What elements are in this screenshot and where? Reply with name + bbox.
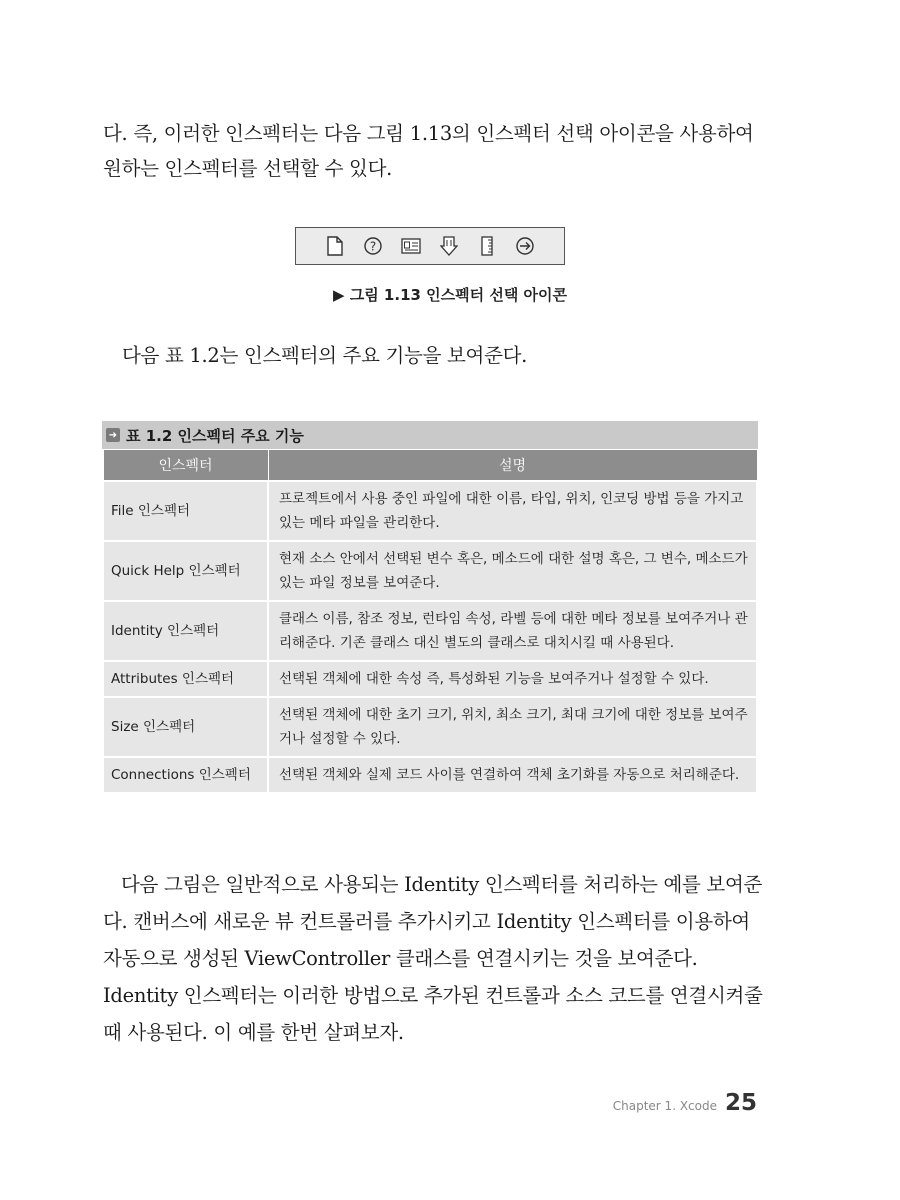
identity-icon (400, 235, 422, 257)
page-number: 25 (724, 1090, 757, 1116)
inspector-description: 선택된 객체에 대한 속성 즉, 특성화된 기능을 보여주거나 설정할 수 있다. (268, 661, 757, 697)
page-footer (613, 1090, 757, 1116)
inspector-description: 선택된 객체에 대한 초기 크기, 위치, 최소 크기, 최대 크기에 대한 정보를 보여주거나 설정할 수 있다. (268, 697, 757, 757)
svg-text:?: ? (369, 239, 377, 254)
inspector-table (102, 421, 758, 794)
figure-caption: ▶ 그림 1.13 인스펙터 선택 아이콘 (332, 286, 568, 304)
chapter-label: Chapter 1. Xcode (612, 1099, 717, 1113)
inspector-name: Size 인스펙터 (103, 697, 268, 757)
table-row (103, 481, 757, 541)
connections-icon (514, 235, 536, 257)
table-intro-paragraph: 다음 표 1.2는 인스펙터의 주요 기능을 보여준다. (122, 344, 528, 367)
table-row (103, 541, 757, 601)
inspector-name: File 인스펙터 (103, 481, 268, 541)
inspector-description: 클래스 이름, 참조 정보, 런타임 속성, 라벨 등에 대한 메타 정보를 보여주거나 관리해준다. 기존 클래스 대신 별도의 클래스로 대치시킬 때 사용된다. (268, 601, 757, 661)
size-icon (476, 235, 498, 257)
inspector-name: Connections 인스펙터 (103, 757, 268, 793)
inspector-name: Identity 인스펙터 (103, 601, 268, 661)
inspector-name: Quick Help 인스펙터 (103, 541, 268, 601)
file-icon (324, 235, 346, 257)
inspector-description: 선택된 객체와 실제 코드 사이를 연결하여 객체 초기화를 자동으로 처리해준다. (268, 757, 757, 793)
arrow-right-icon: ➜ (106, 428, 120, 442)
help-icon (362, 235, 384, 257)
table-row (103, 601, 757, 661)
attributes-icon (438, 235, 460, 257)
table-row (103, 757, 757, 793)
inspector-description: 현재 소스 안에서 선택된 변수 혹은, 메소드에 대한 설명 혹은, 그 변수, 메소드가 있는 파일 정보를 보여준다. (268, 541, 757, 601)
table-row (103, 661, 757, 697)
table-title: 표 1.2 인스펙터 주요 기능 (126, 426, 304, 445)
inspector-selector-toolbar (295, 227, 565, 265)
identity-example-paragraph: 다음 그림은 일반적으로 사용되는 Identity 인스펙터를 처리하는 예를 보여준다. 캔버스에 새로운 뷰 컨트롤러를 추가시키고 Identity 인스펙터를 이용하여 자동으로 생성된 ViewController 클래스를 연결시키는 것을 보여준다. Identity 인스펙터는 이러한 방법으로 추가된 컨트롤과 소스 코드를 연결시켜줄 때 사용된다. 이 예를 한번 살펴보자. (103, 873, 763, 1044)
table-row (103, 697, 757, 757)
inspector-description: 프로젝트에서 사용 중인 파일에 대한 이름, 타입, 위치, 인코딩 방법 등을 가지고 있는 메타 파일을 관리한다. (268, 481, 757, 541)
intro-paragraph: 다. 즉, 이러한 인스펙터는 다음 그림 1.13의 인스펙터 선택 아이콘을 사용하여 원하는 인스펙터를 선택할 수 있다. (103, 122, 754, 180)
inspector-name: Attributes 인스펙터 (103, 661, 268, 697)
table-header-row (103, 450, 757, 482)
column-header-inspector: 인스펙터 (103, 450, 268, 482)
table-title-bar (102, 421, 758, 449)
column-header-description: 설명 (268, 450, 757, 482)
